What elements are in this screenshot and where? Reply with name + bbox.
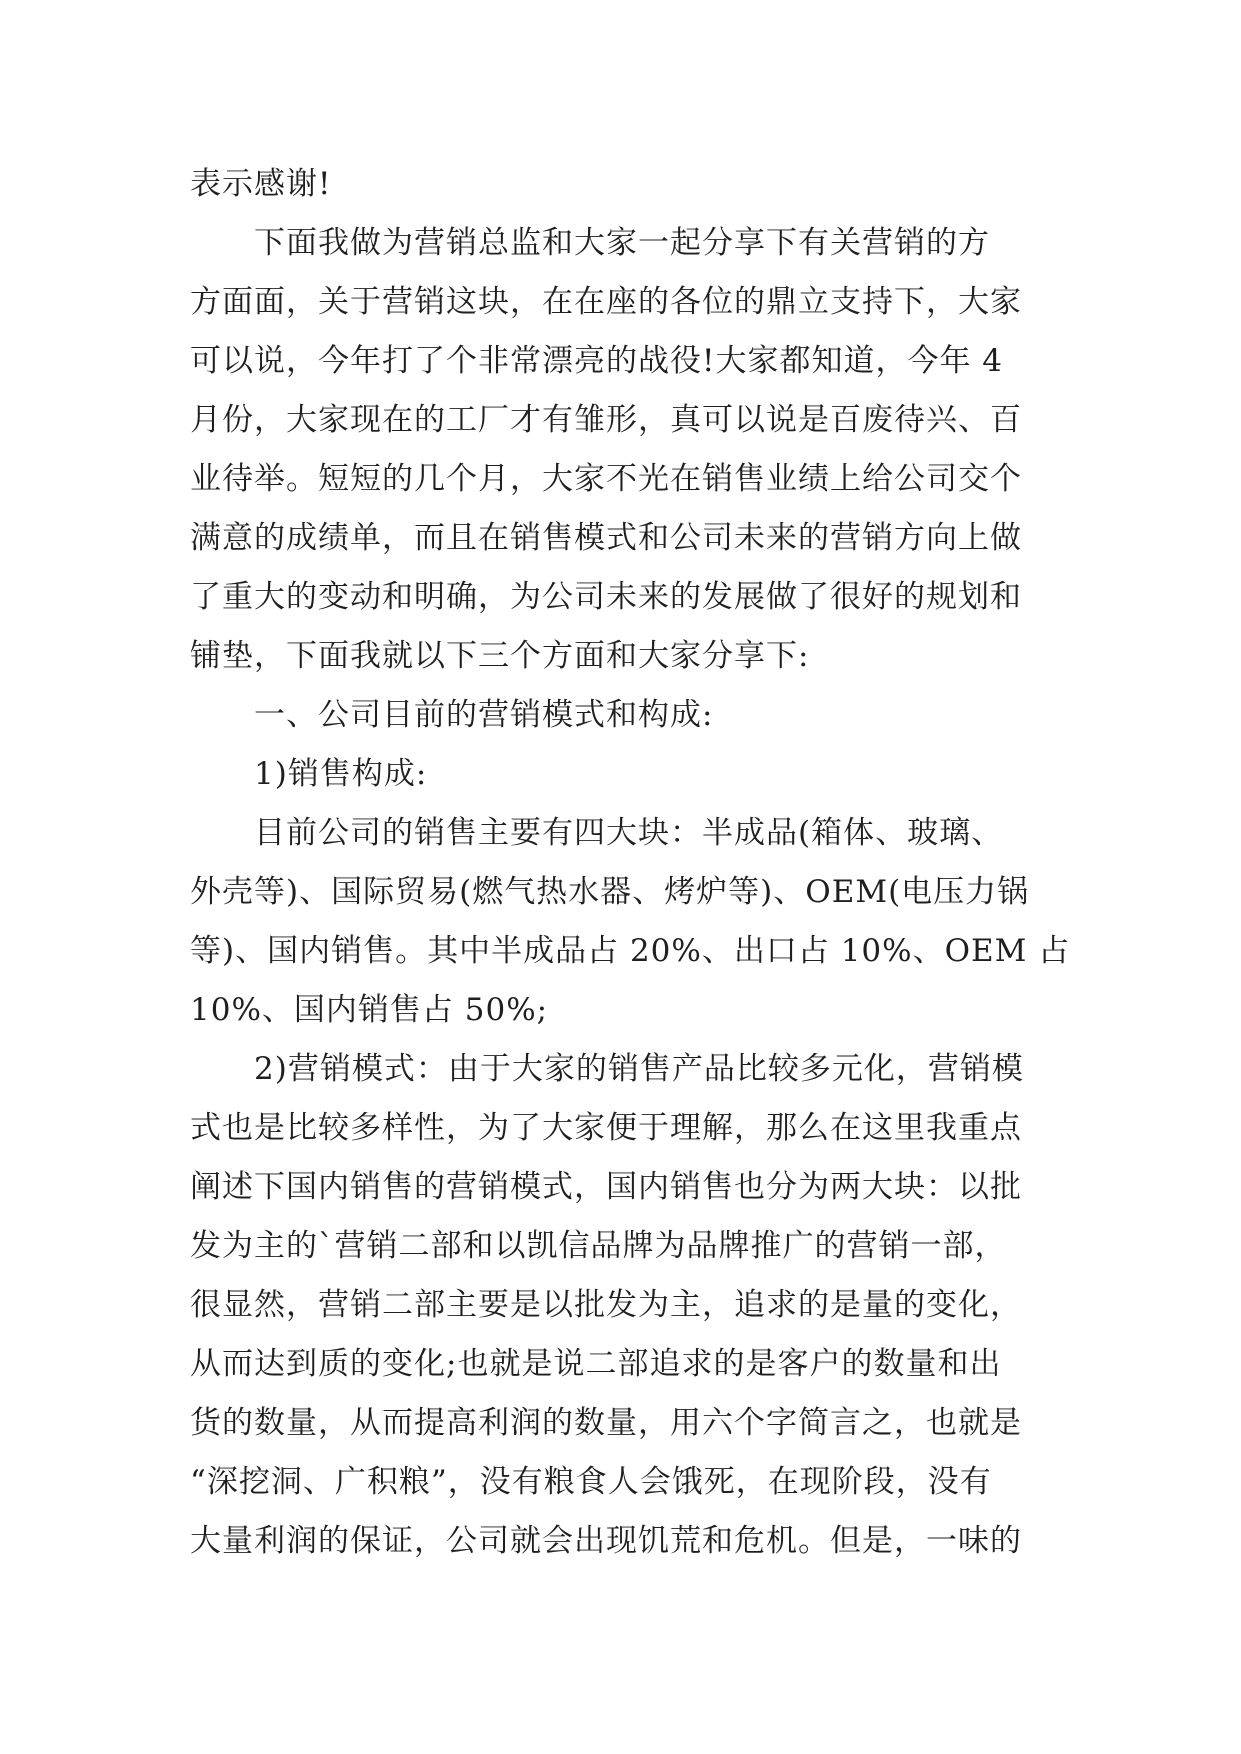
text-line: 大量利润的保证，公司就会出现饥荒和危机。但是，一味的: [190, 1523, 1022, 1559]
text-line: 货的数量，从而提高利润的数量，用六个字简言之，也就是: [190, 1405, 1022, 1441]
text-line: 目前公司的销售主要有四大块：半成品(箱体、玻璃、: [254, 815, 1004, 851]
text-line: 从而达到质的变化;也就是说二部追求的是客户的数量和出: [190, 1346, 1002, 1382]
text-line: 月份，大家现在的工厂才有雏形，真可以说是百废待兴、百: [190, 402, 1022, 438]
text-line: 外壳等)、国际贸易(燃气热水器、烤炉等)、OEM(电压力锅: [190, 874, 1030, 910]
text-line: 下面我做为营销总监和大家一起分享下有关营销的方: [254, 225, 990, 261]
text-line: 阐述下国内销售的营销模式，国内销售也分为两大块：以批: [190, 1169, 1022, 1205]
text-line: 式也是比较多样性，为了大家便于理解，那么在这里我重点: [190, 1110, 1022, 1146]
text-line: 了重大的变动和明确，为公司未来的发展做了很好的规划和: [190, 579, 1022, 615]
text-line: 满意的成绩单，而且在销售模式和公司未来的营销方向上做: [190, 520, 1022, 556]
text-line: “深挖洞、广积粮”，没有粮食人会饿死，在现阶段，没有: [190, 1464, 992, 1500]
text-line: 很显然，营销二部主要是以批发为主，追求的是量的变化，: [190, 1287, 1022, 1323]
section-heading: 一、公司目前的营销模式和构成:: [254, 697, 714, 733]
text-line: 10%、国内销售占 50%;: [190, 992, 549, 1028]
text-line: 2)营销模式：由于大家的销售产品比较多元化，营销模: [254, 1051, 1024, 1087]
document-body: [190, 155, 1070, 1571]
text-line: 可以说，今年打了个非常漂亮的战役!大家都知道，今年 4: [190, 343, 1004, 379]
text-line: 发为主的`营销二部和以凯信品牌为品牌推广的营销一部，: [190, 1228, 1007, 1264]
text-line: 表示感谢!: [190, 166, 332, 202]
subsection-heading: 1)销售构成:: [254, 756, 428, 792]
text-line: 铺垫，下面我就以下三个方面和大家分享下:: [190, 638, 810, 674]
text-line: 方面面，关于营销这块，在在座的各位的鼎立支持下，大家: [190, 284, 1022, 320]
text-line: 业待举。短短的几个月，大家不光在销售业绩上给公司交个: [190, 461, 1022, 497]
text-line: 等)、国内销售。其中半成品占 20%、出口占 10%、OEM 占: [190, 933, 1071, 969]
